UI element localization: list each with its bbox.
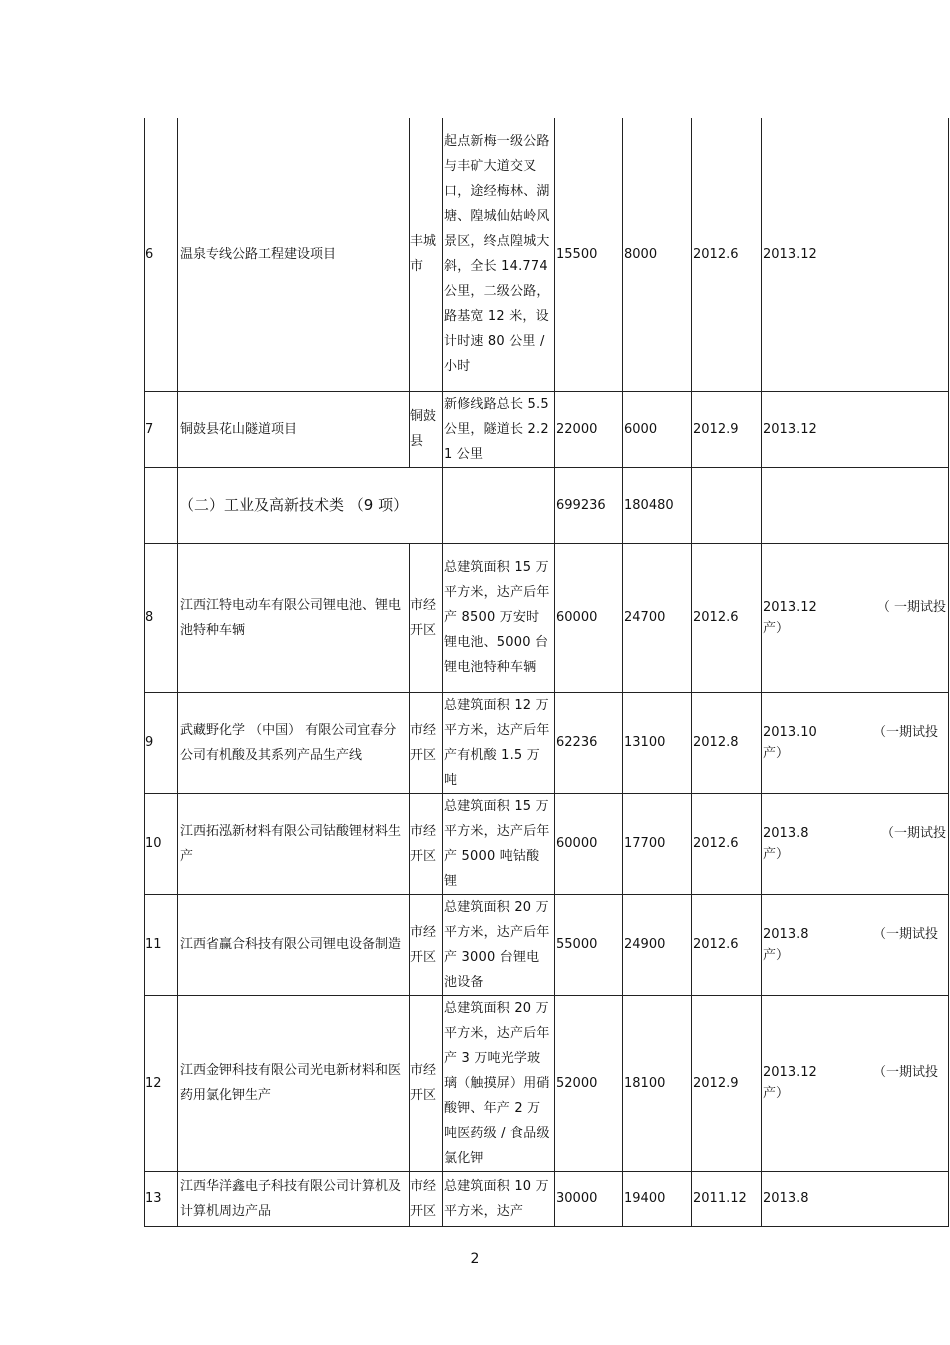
- project-content: 总建筑面积 15 万平方米，达产后年产 5000 吨钴酸锂: [443, 793, 555, 894]
- project-location: 市经开区: [410, 995, 443, 1171]
- row-number: 13: [145, 1171, 178, 1226]
- annual-investment: 8000: [623, 118, 692, 391]
- section-total: 699236: [555, 467, 623, 543]
- start-date: 2012.6: [692, 793, 762, 894]
- project-name: 铜鼓县花山隧道项目: [178, 391, 410, 467]
- end-date-value: [763, 823, 946, 844]
- start-date: 2012.8: [692, 692, 762, 793]
- end-note: （一期试投: [880, 825, 946, 841]
- project-name: 武藏野化学 （中国） 有限公司宜春分公司有机酸及其系列产品生产线: [178, 692, 410, 793]
- end-date: [762, 391, 949, 467]
- project-name: 江西华洋鑫电子科技有限公司计算机及计算机周边产品: [178, 1171, 410, 1226]
- section-row: [145, 467, 949, 543]
- project-location: 市经开区: [410, 793, 443, 894]
- project-name: 江西拓泓新材料有限公司钴酸锂材料生产: [178, 793, 410, 894]
- end-note-tail: 产）: [763, 1086, 790, 1101]
- project-location: 市经开区: [410, 894, 443, 995]
- page-number: 2: [470, 1251, 480, 1267]
- end-date: [762, 1171, 949, 1226]
- project-table-body: [145, 118, 949, 1226]
- total-investment: 52000: [555, 995, 623, 1171]
- table-row: [145, 995, 949, 1171]
- start-date: 2012.6: [692, 543, 762, 692]
- project-content: 总建筑面积 10 万平方米，达产: [443, 1171, 555, 1226]
- end-note-tail: 产）: [763, 620, 790, 636]
- project-name: 江西省赢合科技有限公司锂电设备制造: [178, 894, 410, 995]
- annual-investment: 6000: [623, 391, 692, 467]
- row-number: 7: [145, 391, 178, 467]
- section-num-cell: [145, 467, 178, 543]
- project-location: 市经开区: [410, 692, 443, 793]
- total-investment: 30000: [555, 1171, 623, 1226]
- project-table-container: [144, 118, 948, 1227]
- end-note: （一期试投: [872, 724, 938, 740]
- total-investment: 22000: [555, 391, 623, 467]
- section-start-cell: [692, 467, 762, 543]
- section-end-cell: [762, 467, 949, 543]
- end-note: （一期试投: [872, 1065, 938, 1080]
- start-date: 2012.9: [692, 391, 762, 467]
- end-date-value: [763, 597, 946, 618]
- row-number: 12: [145, 995, 178, 1171]
- annual-investment: 24900: [623, 894, 692, 995]
- end-date-text: 2013.10: [763, 724, 817, 740]
- project-content: 新修线路总长 5.5 公里，隧道长 2.21 公里: [443, 391, 555, 467]
- project-content: 总建筑面积 20 万平方米，达产后年产 3 万吨光学玻璃（触摸屏）用硝酸钾、年产 2 万吨医药级 / 食品级氯化钾: [443, 995, 555, 1171]
- end-date-text: 2013.12: [763, 1065, 817, 1080]
- table-row: [145, 391, 949, 467]
- section-title: （二）工业及高新技术类 （9 项）: [178, 467, 443, 543]
- section-annual: 180480: [623, 467, 692, 543]
- project-location: 市经开区: [410, 1171, 443, 1226]
- row-number: 8: [145, 543, 178, 692]
- total-investment: 55000: [555, 894, 623, 995]
- end-note: （一期试投: [872, 926, 938, 942]
- table-row: [145, 692, 949, 793]
- row-number: 10: [145, 793, 178, 894]
- end-date: [762, 995, 949, 1171]
- end-note-tail: 产）: [763, 947, 790, 963]
- end-note: （ 一期试投: [876, 599, 946, 615]
- row-number: 11: [145, 894, 178, 995]
- end-date-text: 2013.8: [763, 825, 809, 841]
- end-date-text: 2013.8: [763, 926, 809, 942]
- table-row: [145, 1171, 949, 1226]
- total-investment: 15500: [555, 118, 623, 391]
- start-date: 2011.12: [692, 1171, 762, 1226]
- annual-investment: 18100: [623, 995, 692, 1171]
- table-row: [145, 118, 949, 391]
- start-date: 2012.9: [692, 995, 762, 1171]
- total-investment: 60000: [555, 793, 623, 894]
- project-table: [144, 118, 949, 1227]
- project-name: 江西金钾科技有限公司光电新材料和医药用氯化钾生产: [178, 995, 410, 1171]
- end-date-value: 2013.12: [763, 246, 817, 262]
- end-date-value: 2013.8: [763, 1191, 809, 1206]
- end-date-value: 2013.12: [763, 421, 817, 437]
- end-date: [762, 894, 949, 995]
- project-content: 总建筑面积 15 万平方米，达产后年产 8500 万安时锂电池、5000 台锂电池特种车辆: [443, 543, 555, 692]
- project-name: 温泉专线公路工程建设项目: [178, 118, 410, 391]
- annual-investment: 24700: [623, 543, 692, 692]
- project-location: 市经开区: [410, 543, 443, 692]
- end-date-value: [763, 924, 946, 945]
- total-investment: 62236: [555, 692, 623, 793]
- end-date-value: [763, 1062, 946, 1083]
- project-name: 江西江特电动车有限公司锂电池、锂电池特种车辆: [178, 543, 410, 692]
- table-row: [145, 894, 949, 995]
- total-investment: 60000: [555, 543, 623, 692]
- end-date: [762, 118, 949, 391]
- project-content: 起点新梅一级公路与丰矿大道交叉口，途经梅林、湖塘、隍城仙姑岭风景区，终点隍城大斜，全长 14.774 公里，二级公路，路基宽 12 米，设计时速 80 公里 / 小时: [443, 118, 555, 391]
- row-number: 9: [145, 692, 178, 793]
- section-content-cell: [443, 467, 555, 543]
- end-date-value: [763, 722, 946, 743]
- row-number: 6: [145, 118, 178, 391]
- end-note-tail: 产）: [763, 745, 790, 761]
- end-date: [762, 543, 949, 692]
- project-content: 总建筑面积 20 万平方米，达产后年产 3000 台锂电池设备: [443, 894, 555, 995]
- end-date-text: 2013.12: [763, 599, 817, 615]
- start-date: 2012.6: [692, 118, 762, 391]
- end-date: [762, 793, 949, 894]
- end-note-tail: 产）: [763, 846, 790, 862]
- annual-investment: 13100: [623, 692, 692, 793]
- start-date: 2012.6: [692, 894, 762, 995]
- project-location: 丰城市: [410, 118, 443, 391]
- table-row: [145, 543, 949, 692]
- annual-investment: 17700: [623, 793, 692, 894]
- table-row: [145, 793, 949, 894]
- project-location: 铜鼓县: [410, 391, 443, 467]
- end-date: [762, 692, 949, 793]
- annual-investment: 19400: [623, 1171, 692, 1226]
- project-content: 总建筑面积 12 万平方米，达产后年产有机酸 1.5 万吨: [443, 692, 555, 793]
